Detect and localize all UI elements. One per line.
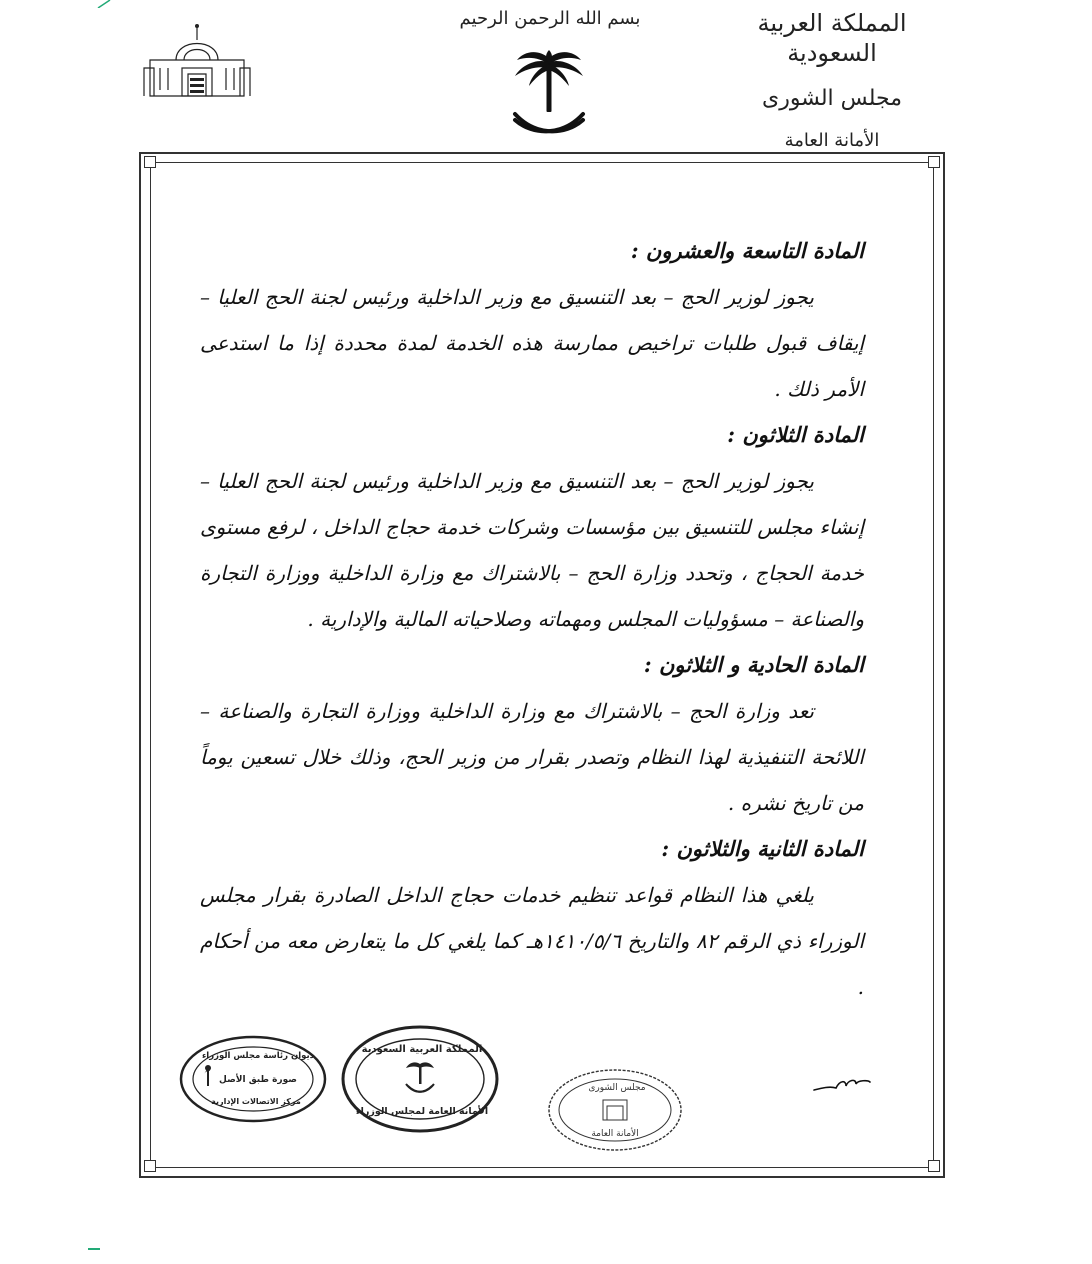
stamp1-top-text: ديوان رئاسة مجلس الوزراء [201,1051,315,1061]
stamp-cabinet-office [178,1034,328,1124]
letterhead-secretariat: الأمانة العامة [784,130,880,151]
palm-swords-icon [507,44,591,144]
article-32-text: يلغي هذا النظام قواعد تنظيم خدمات حجاج الداخل الصادرة بقرار مجلس الوزراء ذي الرقم ٨٢ والتاريخ ١٤١٠/٥/٦هـ كما يلغي كل ما يتعارض معه من أحكام . [200,883,864,999]
signature [812,1066,872,1102]
stamp-cabinet-secretariat [340,1024,500,1134]
stamp-shura-secretariat [545,1066,685,1154]
frame-corner [928,1160,940,1172]
article-29-title: المادة التاسعة والعشرون : [630,238,864,263]
frame-corner [928,156,940,168]
article-32-title: المادة الثانية والثلاثون : [661,836,864,861]
stamp1-mid-text: صورة طبق الأصل [219,1075,297,1085]
stamp2-bottom-text: الأمانة العامة لمجلس الوزراء [355,1106,489,1117]
corner-mark [96,0,112,8]
article-31-title: المادة الحادية و الثلاثون : [643,652,864,677]
document-body [200,228,864,1010]
letterhead [712,6,952,156]
frame-corner [144,1160,156,1172]
letterhead-country: المملكة العربية السعودية [757,9,907,67]
footer-mark [88,1248,100,1250]
stamp3-bottom-text: الأمانة العامة [591,1129,639,1139]
stamp3-top-text: مجلس الشورى [588,1083,646,1093]
shura-building-icon [140,20,254,98]
article-30-title: المادة الثلاثون : [727,422,864,447]
article-29-text: يجوز لوزير الحج – بعد التنسيق مع وزير الداخلية ورئيس لجنة الحج العليا – إيقاف قبول طلبات تراخيص ممارسة هذه الخدمة لمدة محددة إذا ما استدعى الأمر ذلك . [200,285,865,401]
stamp2-top-text: المملكة العربية السعودية [361,1044,483,1055]
stamp1-bottom-text: مركز الاتصالات الإدارية [211,1097,301,1106]
basmala: بسم الله الرحمن الرحيم [459,8,641,29]
article-30-text: يجوز لوزير الحج – بعد التنسيق مع وزير الداخلية ورئيس لجنة الحج العليا – إنشاء مجلس للتنسيق بين مؤسسات وشركات خدمة حجاج الداخل ، لرفع مستوى خدمة الحجاج ، وتحدد وزارة الحج – بالاشتراك مع وزارة الداخلية ووزارة التجارة والصناعة – مسؤوليات المجلس ومهماته وصلاحياته المالية والإدارية . [200,469,864,631]
letterhead-council: مجلس الشورى [762,86,902,111]
article-31-text: تعد وزارة الحج – بالاشتراك مع وزارة الداخلية ووزارة التجارة والصناعة – اللائحة التنفيذية لهذا النظام وتصدر بقرار من وزير الحج، وذلك خلال تسعين يوماً من تاريخ نشره . [200,699,864,815]
frame-corner [144,156,156,168]
